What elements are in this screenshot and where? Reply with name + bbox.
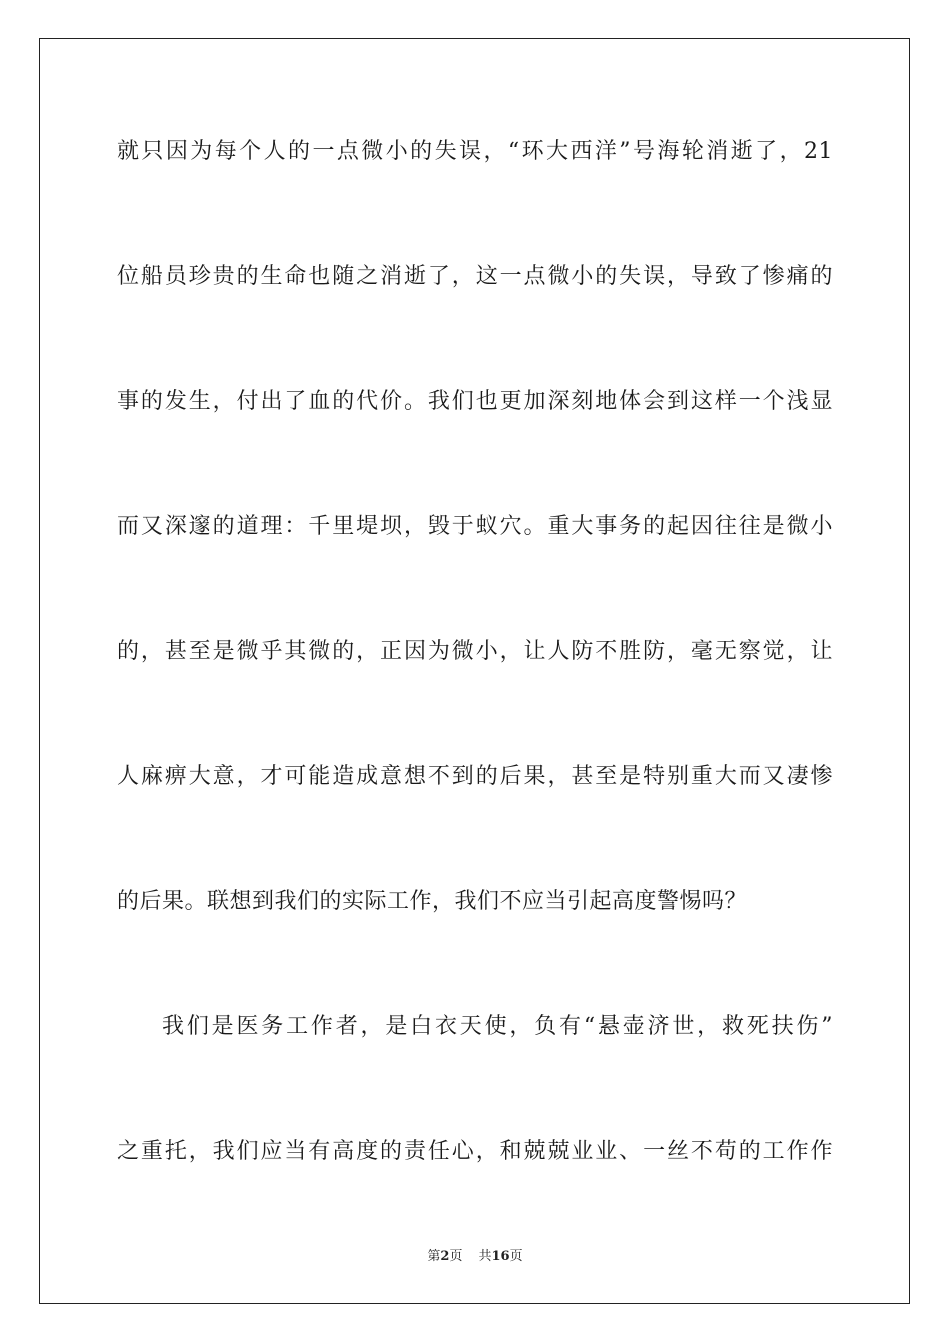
body-text-line: 事的发生，付出了血的代价。我们也更加深刻地体会到这样一个浅显: [117, 389, 833, 414]
body-text-line: 的，甚至是微乎其微的，正因为微小，让人防不胜防，毫无察觉，让: [117, 639, 833, 664]
body-text-line: 就只因为每个人的一点微小的失误，“环大西洋”号海轮消逝了，21: [117, 139, 833, 164]
paragraph-first-line: 我们是医务工作者，是白衣天使，负有“悬壶济世，救死扶伤”: [162, 1014, 833, 1039]
body-text-line: 的后果。联想到我们的实际工作，我们不应当引起高度警惕吗？: [117, 889, 748, 914]
page-border: [39, 38, 910, 1304]
total-prefix: 共: [478, 1249, 492, 1264]
body-text-line: 位船员珍贵的生命也随之消逝了，这一点微小的失误，导致了惨痛的: [117, 264, 833, 289]
total-pages: 16: [491, 1249, 510, 1264]
page-suffix: 页: [449, 1249, 463, 1264]
page-number: 2: [440, 1249, 450, 1264]
page-prefix: 第: [427, 1249, 441, 1264]
body-text-line: 而又深邃的道理：千里堤坝，毁于蚁穴。重大事务的起因往往是微小: [117, 514, 833, 539]
total-suffix: 页: [509, 1249, 523, 1264]
body-text-line: 之重托，我们应当有高度的责任心，和兢兢业业、一丝不苟的工作作: [117, 1139, 833, 1164]
page-footer: [0, 1248, 950, 1266]
body-text-line: 人麻痹大意，才可能造成意想不到的后果，甚至是特别重大而又凄惨: [117, 764, 833, 789]
